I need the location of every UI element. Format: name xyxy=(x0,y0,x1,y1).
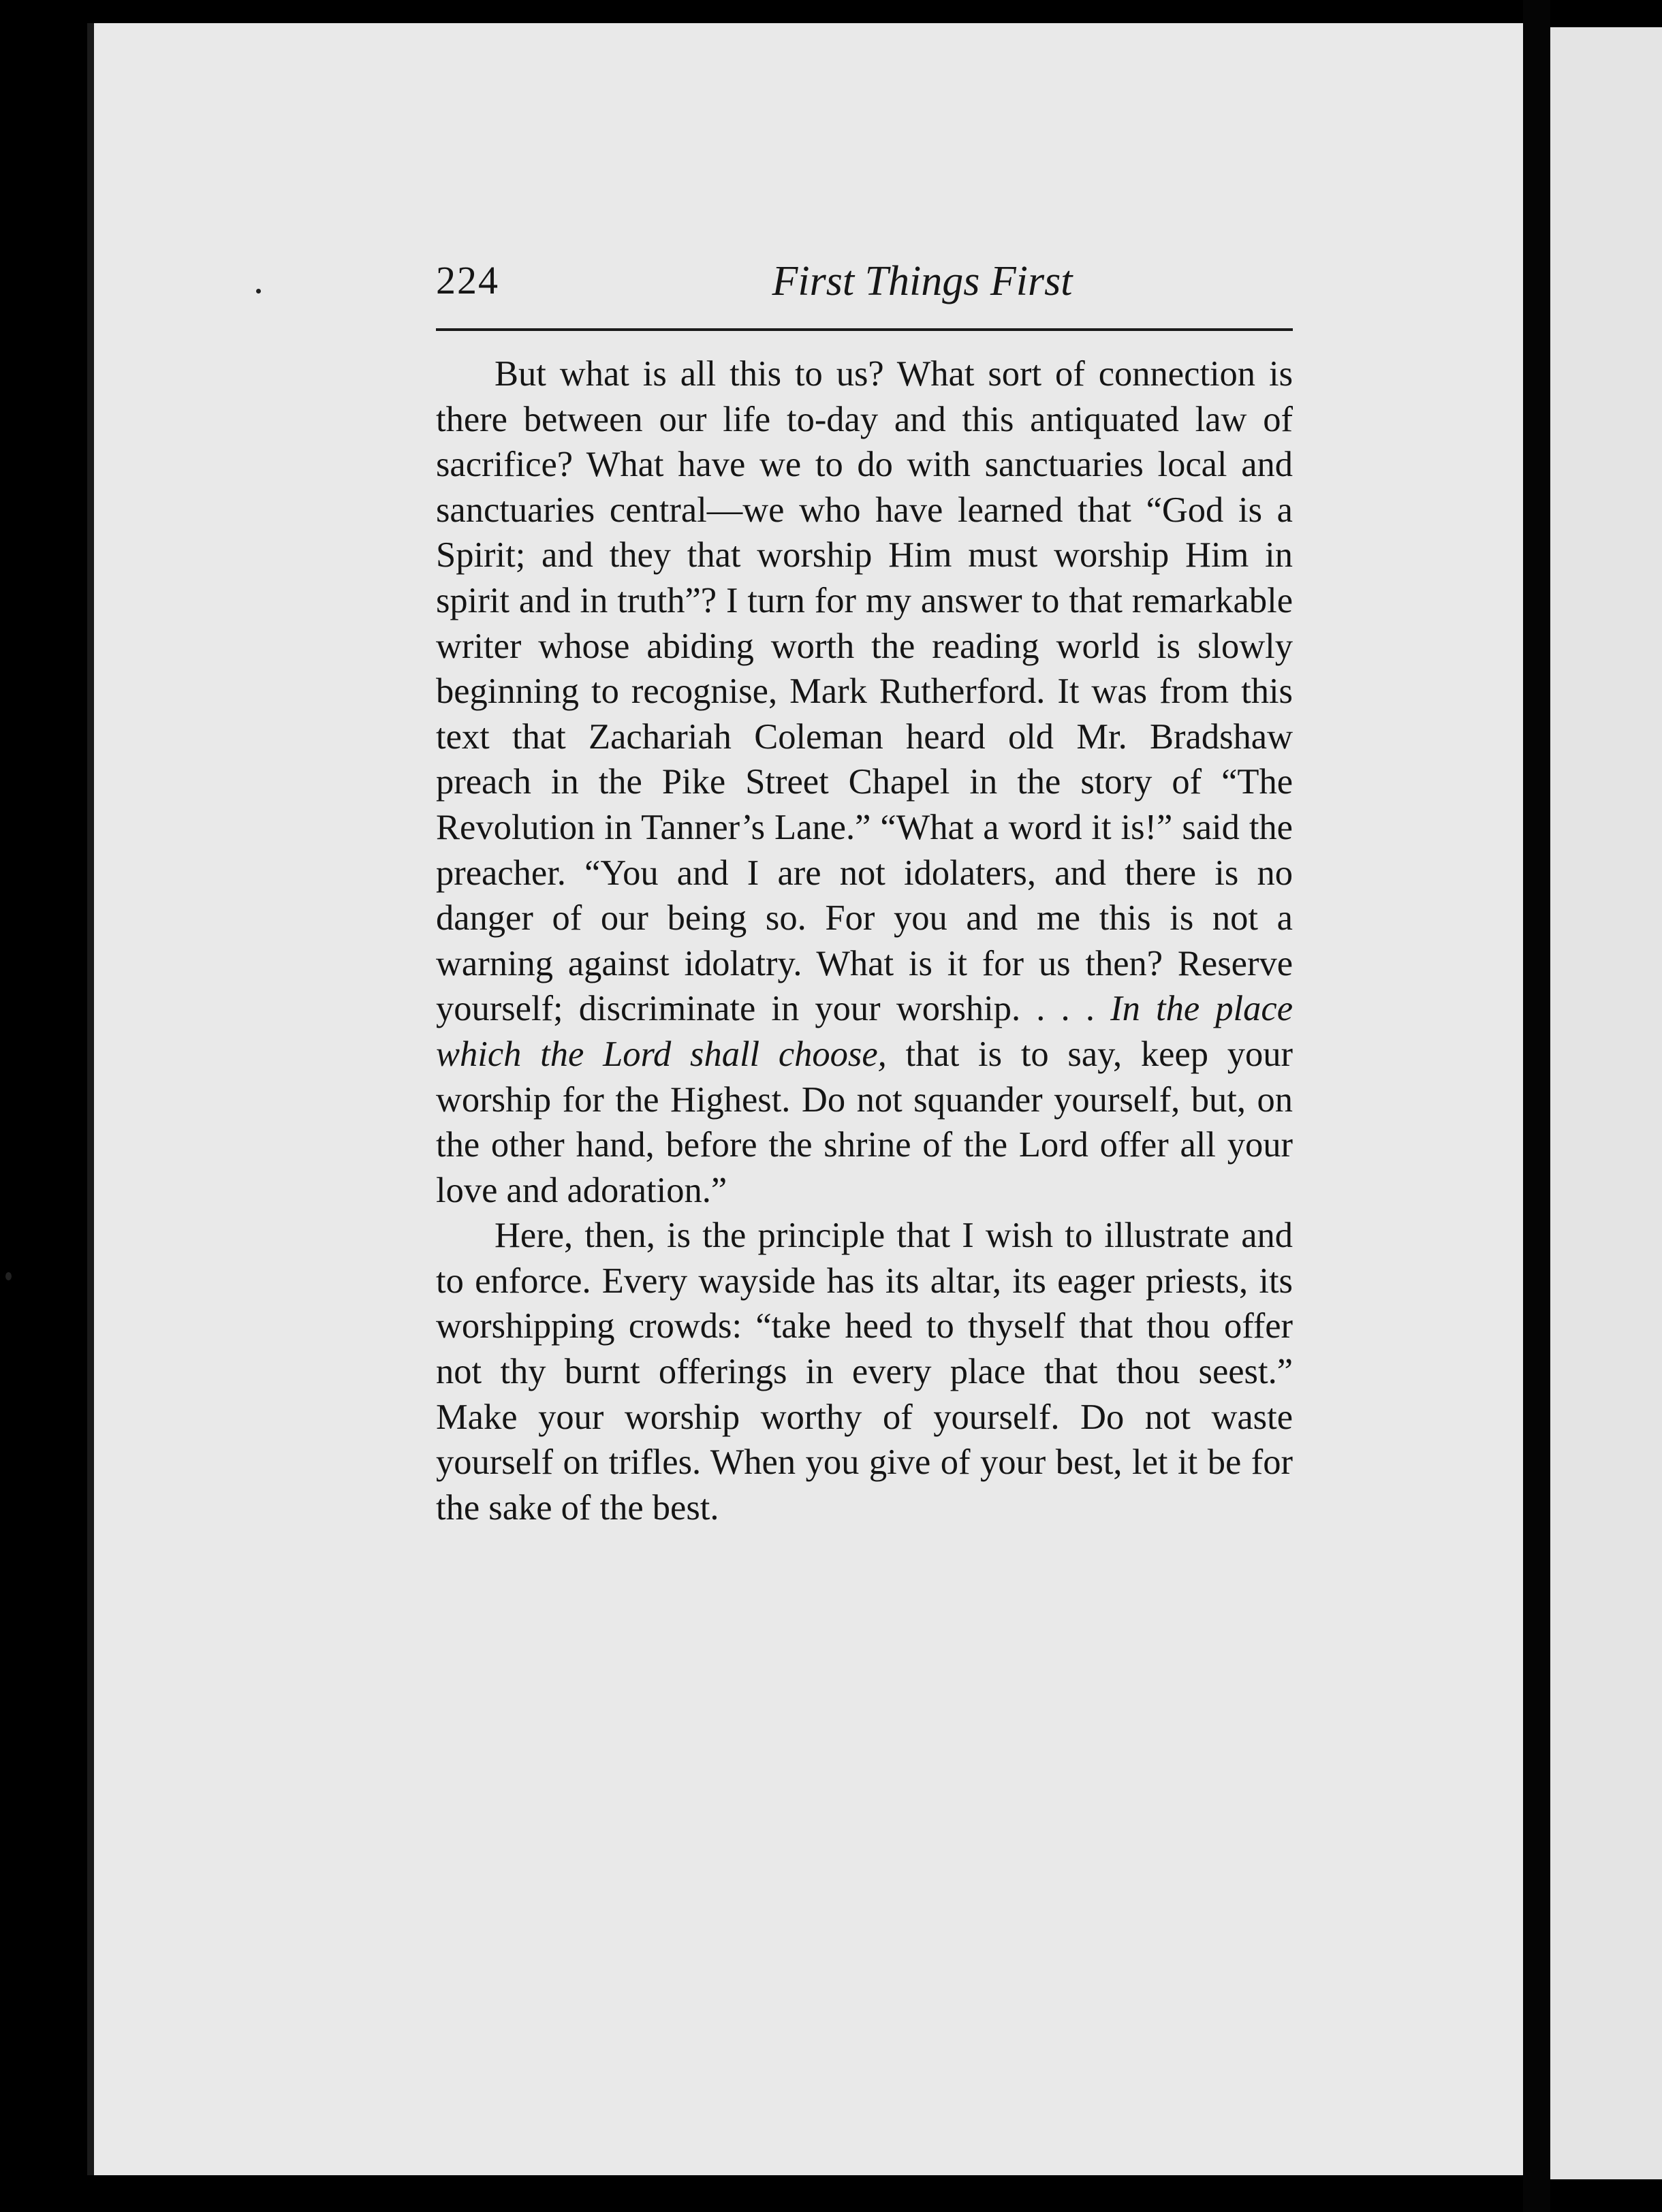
body-text xyxy=(436,351,1293,1530)
page-gutter xyxy=(1523,0,1550,2212)
scan-speck xyxy=(256,289,261,294)
page-header xyxy=(436,257,1293,332)
header-rule xyxy=(436,328,1293,331)
paragraph-1-text-continued: that is to say, keep your worship for the Highest. Do not squander yourself, but, on the other hand, before the shrine of the Lord offer all your love and adoration.” xyxy=(436,1034,1293,1210)
paragraph-2: Here, then, is the principle that I wish to illustrate and to enforce. Every wayside has its altar, its eager priests, its worshipping crowds: “take heed to thyself that thou offer not thy burnt offerings in every place that thou seest.” Make your worship worthy of yourself. Do not waste yourself on trifles. When you give of your best, let it be for the sake of the best. xyxy=(436,1216,1293,1528)
facing-page-edge xyxy=(1550,27,1662,2179)
page-number: 224 xyxy=(436,258,499,302)
paragraph-1-text: But what is all this to us? What sort of connection is there between our life to-day and this antiquated law of sacrifice? What have we to do with sanctuaries local and sanctuaries central—we who have learned that “God is a Spirit; and they that worship Him must worship Him in spirit and in truth”? I turn for my answer to that remarkable writer whose abiding worth the reading world is slowly beginning to recognise, Mark Rutherford. It was from this text that Zachariah Coleman heard old Mr. Bradshaw preach in the Pike Street Chapel in the story of “The Revolution in Tanner’s Lane.” “What a word it is!” said the preacher. “You and I are not idolaters, and there is no danger of our being so. For you and me this is not a warning against idolatry. What is it for us then? Reserve yourself; discriminate in your worship. . . . xyxy=(436,354,1293,1029)
running-title: First Things First xyxy=(772,258,1073,304)
paragraph-1 xyxy=(436,351,1293,1213)
italic-quotation: In the place which the Lord shall choose, xyxy=(436,989,1293,1074)
scan-speck xyxy=(5,1272,12,1280)
